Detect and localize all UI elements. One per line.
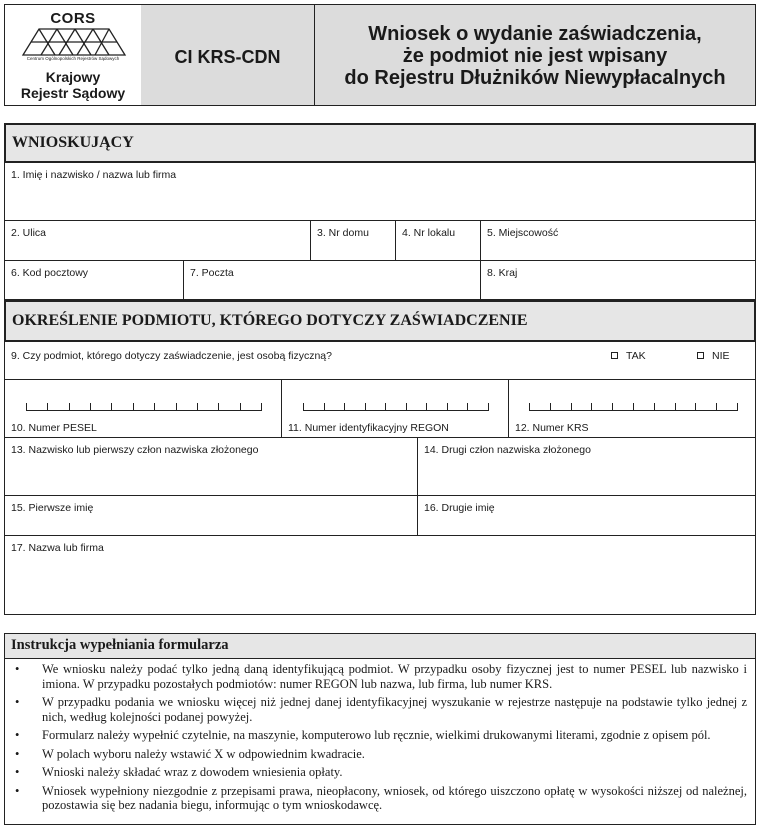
field-pesel-label: 10. Numer PESEL <box>11 422 97 434</box>
instruction-text: W polach wyboru należy wstawić X w odpowiednim kwadracie. <box>42 746 365 761</box>
digit-separator-tick <box>488 403 489 411</box>
field-house-no[interactable] <box>310 220 396 261</box>
digit-separator-tick <box>426 403 427 411</box>
section-subject-heading: OKREŚLENIE PODMIOTU, KTÓREGO DOTYCZY ZAŚWIADCZENIE <box>4 300 756 342</box>
field-apartment-no-label: 4. Nr lokalu <box>402 227 456 239</box>
field-company-name-label: 17. Nazwa lub firma <box>11 542 104 554</box>
digit-separator-tick <box>675 403 676 411</box>
instruction-text: Formularz należy wypełnić czytelnie, na maszynie, komputerowo lub ręcznie, wielkimi drukowanymi literami, zgodnie z opisem pól. <box>42 728 711 742</box>
digit-separator-tick <box>695 403 696 411</box>
field-first-name[interactable] <box>4 495 418 536</box>
bullet-icon: • <box>15 746 20 761</box>
form-title-box <box>315 4 756 106</box>
instruction-text: Wnioski należy składać wraz z dowodem wniesienia opłaty. <box>42 765 343 779</box>
field-postal-code-label: 6. Kod pocztowy <box>11 267 89 279</box>
bullet-icon: • <box>15 695 20 709</box>
field-name-label: 1. Imię i nazwisko / nazwa lub firma <box>11 169 177 181</box>
krs-digit-boxes <box>529 403 738 411</box>
digit-separator-tick <box>240 403 241 411</box>
digit-separator-tick <box>365 403 366 411</box>
instruction-text: W przypadku podania we wniosku więcej niż jednej danej identyfikacyjnej wyszukanie w rejestrze następuje na podstawie tylko jednej z nich, według kolejności podanej powyżej. <box>42 695 747 724</box>
field-street[interactable] <box>4 220 311 261</box>
digit-separator-tick <box>467 403 468 411</box>
bullet-icon: • <box>15 783 20 798</box>
checkbox-no-label: NIE <box>712 350 730 362</box>
checkbox-yes-label: TAK <box>626 350 646 362</box>
field-apartment-no[interactable] <box>395 220 481 261</box>
bullet-icon: • <box>15 662 20 676</box>
field-post-office-label: 7. Poczta <box>190 267 234 279</box>
question-natural-person <box>4 341 756 380</box>
field-krs-label: 12. Numer KRS <box>515 422 589 434</box>
field-company-name[interactable] <box>4 535 756 615</box>
checkbox-square-icon <box>611 352 618 359</box>
field-country-label: 8. Kraj <box>487 267 518 279</box>
digit-separator-tick <box>26 403 27 411</box>
digit-separator-tick <box>133 403 134 411</box>
field-city[interactable] <box>480 220 756 261</box>
form-code-box <box>141 4 315 106</box>
instructions-body <box>4 658 756 825</box>
digit-separator-tick <box>406 403 407 411</box>
instruction-item <box>13 662 747 691</box>
field-pesel[interactable] <box>4 379 282 438</box>
digit-separator-tick <box>261 403 262 411</box>
logo-name-line1: Krajowy <box>45 69 101 85</box>
field-second-name[interactable] <box>417 495 756 536</box>
field-house-no-label: 3. Nr domu <box>317 227 369 239</box>
instruction-item <box>13 747 747 762</box>
field-second-surname[interactable] <box>417 437 756 496</box>
digit-separator-tick <box>571 403 572 411</box>
digit-separator-tick <box>47 403 48 411</box>
instructions-heading: Instrukcja wypełniania formularza <box>4 633 756 659</box>
instruction-item <box>13 695 747 724</box>
checkbox-square-icon <box>697 352 704 359</box>
digit-separator-tick <box>716 403 717 411</box>
field-second-name-label: 16. Drugie imię <box>424 502 495 514</box>
digit-separator-tick <box>633 403 634 411</box>
instruction-item <box>13 784 747 813</box>
logo-abbr: CORS <box>50 10 96 27</box>
field-name[interactable] <box>4 162 756 221</box>
checkbox-no[interactable] <box>697 350 730 362</box>
digit-separator-tick <box>737 403 738 411</box>
field-post-office[interactable] <box>183 260 481 300</box>
digit-separator-tick <box>344 403 345 411</box>
instruction-text: Wniosek wypełniony niezgodnie z przepisami prawa, nieopłacony, wniosek, od którego uiszczono opłatę w wysokości niższej od należnej, pozostawia się bez nadania biegu, informując o tym wnioskodawcę. <box>42 783 747 812</box>
bullet-icon: • <box>15 728 20 742</box>
digit-separator-tick <box>324 403 325 411</box>
field-city-label: 5. Miejscowość <box>487 227 559 239</box>
instruction-text: We wniosku należy podać tylko jedną daną identyfikującą podmiot. W przypadku osoby fizycznej jest to numer PESEL lub nazwisko i imiona. W przypadku pozostałych podmiotów: numer REGON lub nazwa, lub firma, lub numer KRS. <box>42 662 747 691</box>
field-first-name-label: 15. Pierwsze imię <box>11 502 94 514</box>
form-code: CI KRS-CDN <box>174 47 281 67</box>
field-regon-label: 11. Numer identyfikacyjny REGON <box>288 422 449 434</box>
digit-separator-tick <box>612 403 613 411</box>
instruction-item <box>13 728 747 743</box>
field-krs[interactable] <box>508 379 756 438</box>
cors-logo-icon <box>19 27 129 57</box>
digit-separator-tick <box>218 403 219 411</box>
form-title-line-3: do Rejestru Dłużników Niewypłacalnych <box>344 67 726 89</box>
digit-separator-tick <box>303 403 304 411</box>
digit-separator-tick <box>447 403 448 411</box>
digit-separator-tick <box>90 403 91 411</box>
checkbox-yes[interactable] <box>611 350 646 362</box>
logo-subtitle: Centrum Ogólnopolskich Rejestrów Sądowych <box>26 56 120 61</box>
bullet-icon: • <box>15 765 20 779</box>
digit-separator-tick <box>111 403 112 411</box>
question-natural-person-label: 9. Czy podmiot, którego dotyczy zaświadczenie, jest osobą fizyczną? <box>11 350 332 362</box>
instruction-item <box>13 765 747 780</box>
field-surname-label: 13. Nazwisko lub pierwszy człon nazwiska złożonego <box>11 444 259 456</box>
regon-digit-boxes <box>303 403 489 411</box>
digit-separator-tick <box>529 403 530 411</box>
field-second-surname-label: 14. Drugi człon nazwiska złożonego <box>424 444 591 456</box>
digit-separator-tick <box>176 403 177 411</box>
field-regon[interactable] <box>281 379 509 438</box>
form-title-line-1: Wniosek o wydanie zaświadczenia, <box>368 23 702 45</box>
logo-box <box>4 4 142 106</box>
digit-separator-tick <box>197 403 198 411</box>
digit-separator-tick <box>591 403 592 411</box>
field-street-label: 2. Ulica <box>11 227 47 239</box>
logo-name-line2: Rejestr Sądowy <box>20 85 126 101</box>
digit-separator-tick <box>654 403 655 411</box>
digit-separator-tick <box>550 403 551 411</box>
digit-separator-tick <box>69 403 70 411</box>
digit-separator-tick <box>154 403 155 411</box>
form-title-line-2: że podmiot nie jest wpisany <box>402 45 668 67</box>
field-country[interactable] <box>480 260 756 300</box>
section-applicant-heading: WNIOSKUJĄCY <box>4 123 756 163</box>
field-surname[interactable] <box>4 437 418 496</box>
pesel-digit-boxes <box>26 403 262 411</box>
field-postal-code[interactable] <box>4 260 184 300</box>
digit-separator-tick <box>385 403 386 411</box>
